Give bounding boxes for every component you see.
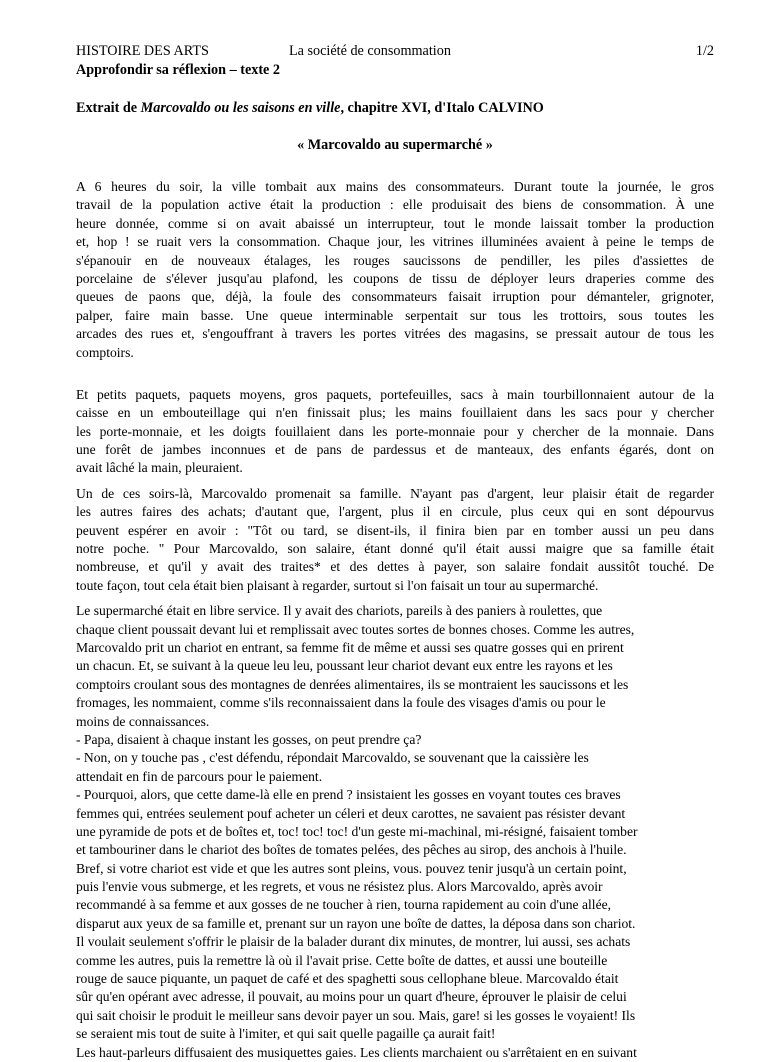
text-line: puis l'envie vous submerge, et les regrets, et vous ne résistez plus. Alors Marcovaldo, après avoir (76, 879, 603, 895)
extract-title (76, 99, 714, 118)
text-line: les autres faires des achats; d'autant que, l'argent, plus il en circule, plus ceux qui en sont dépourvus (76, 504, 714, 520)
text-line: rouge de sauce piquante, un paquet de café et des spaghetti sous cellophane bleue. Marcovaldo était (76, 971, 619, 987)
text-line: peuvent espérer en avoir : "Tôt ou tard, se disent-ils, il finira bien par en tomber aussi un peu dans (76, 522, 714, 538)
text-line: Bref, si votre chariot est vide et que les autres sont pleins, vous. pouvez tenir jusqu'à un certain point, (76, 860, 627, 876)
text-line: comptoirs croulant sous des montagnes de denrées alimentaires, ils se montraient les saucissons et les (76, 676, 629, 692)
text-line: un chacun. Et, se suivant à la queue leu leu, poussant leur chariot devant eux entre les rayons et les (76, 658, 613, 674)
paragraph-3 (76, 485, 714, 595)
text-line: caisse en un embouteillage qui n'en finissait plus; les mains fouillaient dans les sacs pour y chercher (76, 405, 714, 421)
text-line: Marcovaldo prit un chariot en entrant, sa femme fit de même et aussi ses quatre gosses qui en prirent (76, 639, 624, 655)
chapter-title: « Marcovaldo au supermarché » (297, 137, 493, 153)
extract-prefix: Extrait de (76, 100, 141, 116)
text-line: - Non, on y touche pas , c'est défendu, répondait Marcovaldo, se souvenant que la caissière les (76, 750, 589, 766)
text-line: les porte-monnaie, et les doigts fouillaient dans les porte-monnaie pour y chercher de la monnaie. Dans (76, 423, 714, 439)
text-line: comptoirs. (76, 344, 134, 360)
text-line: et tambouriner dans le chariot des boîtes de tomates pelées, des pêches au sirop, des anchois à l'huile. (76, 842, 627, 858)
text-line: recommandé à sa femme et aux gosses de ne toucher à rien, tourna rapidement au coin d'une allée, (76, 897, 612, 913)
text-line: Et petits paquets, paquets moyens, gros paquets, portefeuilles, sacs à main tourbillonnaient autour de la (76, 386, 714, 402)
paragraph-1 (76, 178, 714, 362)
text-line: disparut aux yeux de sa famille et, prenant sur un rayon une boîte de dattes, la déposa dans son chariot. (76, 915, 636, 931)
paragraph-5 (76, 1044, 714, 1062)
text-line: une pyramide de pots et de boîtes et, toc! toc! toc! d'un geste mi-machinal, mi-résigné, faisaient tomber (76, 823, 638, 839)
text-line: attendait en fin de parcours pour le paiement. (76, 768, 323, 784)
text-line: chaque client poussait devant lui et remplissait avec toutes sortes de bonnes choses. Comme les autres, (76, 621, 635, 637)
document-page (76, 42, 714, 1062)
text-line: notre poche. " Pour Marcovaldo, son salaire, étant donné qu'il était aussi maigre que sa famille était (76, 541, 714, 557)
text-line: Il voulait seulement s'offrir le plaisir de la balader durant dix minutes, de montrer, lui aussi, ses achats (76, 934, 631, 950)
book-title: Marcovaldo ou les saisons en ville (140, 100, 341, 116)
text-line: femmes qui, entrées seulement pouf acheter un céleri et deux carottes, ne savaient pas résister devant (76, 805, 626, 821)
text-line: comme les autres, puis la remettre là où il l'avait prise. Cette boîte de dattes, et aussi une bouteille (76, 952, 608, 968)
text-line: et, hop ! se ruait vers la consommation. Chaque jour, les vitrines illuminées avaient à peine le temps de (76, 234, 714, 250)
text-line: palper, faire main basse. Une queue interminable serpentait sur tous les trottoirs, sous toutes les (76, 307, 714, 323)
text-line: - Papa, disaient à chaque instant les gosses, on peut prendre ça? (76, 731, 422, 747)
text-line: se seraient mis tout de suite à l'imiter, et qui sait quelle pagaille ça aurait fait! (76, 1026, 496, 1042)
text-line: heure donnée, comme si on avait abaissé un interrupteur, tout le monde laissait tomber la production (76, 215, 714, 231)
text-line: s'épanouir en de nouveaux étalages, les rouges saucissons de pendiller, les piles d'assiettes de (76, 252, 714, 268)
paragraph-4 (76, 602, 714, 1043)
page-number: 1/2 (695, 43, 714, 59)
text-line: - Pourquoi, alors, que cette dame-là elle en prend ? insistaient les gosses en voyant toutes ces braves (76, 787, 621, 803)
text-line: porcelaine de s'élever jusqu'au plafond, les coupons de tissu de déployer leurs draperies comme des (76, 270, 714, 286)
text-line: queues de paons que, déjà, la foule des consommateurs faisait irruption pour démanteler, grignoter, (76, 289, 714, 305)
text-line: une forêt de jambes inconnues et de pans de pardessus et de manteaux, des enfants égarés, dont on (76, 442, 714, 458)
text-line: moins de connaissances. (76, 713, 210, 729)
text-line: fromages, les nommaient, comme s'ils reconnaissaient dans la foule des visages d'amis ou pour le (76, 695, 606, 711)
extract-suffix: , chapitre XVI, d'Italo CALVINO (340, 100, 544, 116)
text-line: Le supermarché était en libre service. Il y avait des chariots, pareils à des paniers à roulettes, que (76, 603, 603, 619)
text-line: avait lâché la main, pleuraient. (76, 460, 243, 476)
text-line: sûr qu'en opérant avec adresse, il pouvait, au moins pour un quart d'heure, éprouver le plaisir de celui (76, 989, 627, 1005)
paragraph-2 (76, 386, 714, 478)
text-line: toute façon, tout cela était bien plaisant à regarder, surtout si l'on faisait un tour au supermarché. (76, 577, 599, 593)
text-line: Un de ces soirs-là, Marcovaldo promenait sa famille. N'ayant pas d'argent, leur plaisir était de regarder (76, 485, 714, 501)
text-line: travail de la population active était la production : elle produisait des biens de consommation. À une (76, 197, 714, 213)
subheading: Approfondir sa réflexion – texte 2 (76, 62, 280, 78)
text-line: Les haut-parleurs diffusaient des musiquettes gaies. Les clients marchaient ou s'arrêtaient en en suivant (76, 1044, 637, 1060)
text-line: A 6 heures du soir, la ville tombait aux mains des consommateurs. Durant toute la journée, le gros (76, 179, 714, 194)
text-line: arcades des rues et, s'engouffrant à travers les portes vitrées des magasins, se pressait autour de tous les (76, 326, 714, 342)
header-theme: La société de consommation (289, 43, 451, 59)
text-line: qui sait choisir le produit le meilleur sans devoir payer un sou. Mais, gare! si les gosses le voyaient! Ils (76, 1007, 636, 1023)
page-header (76, 42, 714, 61)
text-line: nombreuse, et qu'il y avait des traites* et des dettes à payer, son salaire fondait aussitôt touché. De (76, 559, 714, 575)
header-subject: HISTOIRE DES ARTS (76, 43, 209, 59)
